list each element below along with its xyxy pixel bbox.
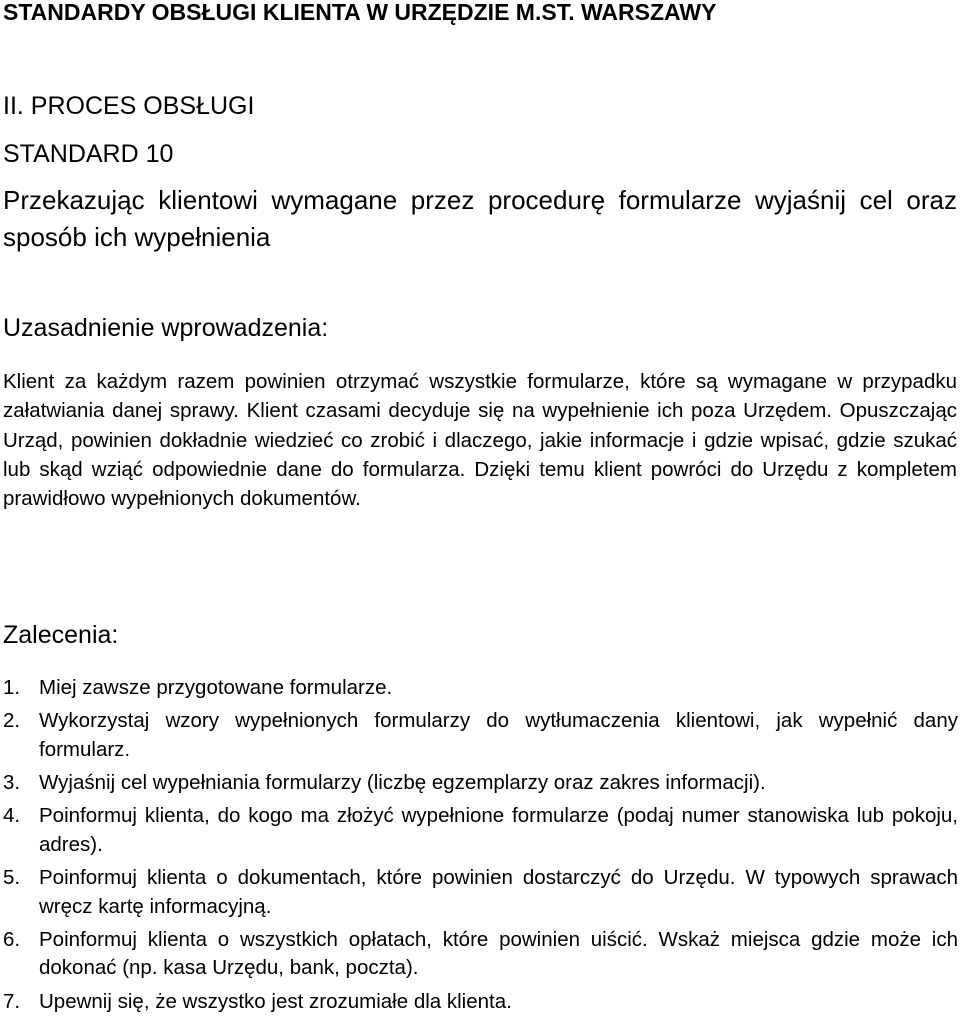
recommendation-number: 1. bbox=[3, 676, 21, 699]
justification-heading: Uzasadnienie wprowadzenia: bbox=[3, 314, 329, 342]
recommendation-number: 7. bbox=[3, 989, 21, 1013]
recommendation-text: Miej zawsze przygotowane formularze. bbox=[39, 676, 393, 699]
standard-description: Przekazując klientowi wymagane przez procedurę formularze wyjaśnij cel oraz sposób ich wypełnienia bbox=[3, 185, 957, 252]
recommendation-text: Poinformuj klienta o dokumentach, które powinien dostarczyć do Urzędu. W typowych sprawach wręcz kartę informacyjną. bbox=[39, 866, 958, 918]
standard-title: STANDARD 10 bbox=[3, 140, 174, 168]
document-header-title: STANDARDY OBSŁUGI KLIENTA W URZĘDZIE M.ST. WARSZAWY bbox=[3, 0, 717, 25]
recommendation-number: 4. bbox=[3, 804, 21, 828]
recommendation-item bbox=[3, 864, 958, 921]
recommendation-item bbox=[3, 802, 958, 859]
recommendation-number: 3. bbox=[3, 771, 21, 795]
recommendation-item bbox=[3, 988, 958, 1017]
justification-text: Klient za każdym razem powinien otrzymać wszystkie formularze, które są wymagane w przypadku załatwiania danej sprawy. Klient czasami decyduje się na wypełnienie ich poza Urzędem. Opuszczając Urząd, powinien dokładnie wiedzieć co zrobić i dlaczego, jakie informacje i gdzie wpisać, gdzie szukać lub skąd wziąć odpowiednie dane do formularza. Dzięki temu klient powróci do Urzędu z kompletem prawidłowo wypełnionych dokumentów. bbox=[3, 370, 957, 511]
recommendation-text: Poinformuj klienta, do kogo ma złożyć wypełnione formularze (podaj numer stanowiska lub pokoju, adres). bbox=[39, 804, 958, 856]
recommendation-text: Wyjaśnij cel wypełniania formularzy (liczbę egzemplarzy oraz zakres informacji). bbox=[39, 771, 766, 795]
recommendation-text: Upewnij się, że wszystko jest zrozumiałe dla klienta. bbox=[39, 989, 512, 1013]
recommendation-text: Poinformuj klienta o wszystkich opłatach, które powinien uiścić. Wskaż miejsca gdzie może ich dokonać (np. kasa Urzędu, bank, poczta). bbox=[39, 927, 958, 980]
recommendation-number: 6. bbox=[3, 927, 21, 951]
recommendation-item bbox=[3, 769, 958, 798]
recommendation-text: Wykorzystaj wzory wypełnionych formularzy do wytłumaczenia klientowi, jak wypełnić dany formularz. bbox=[39, 709, 958, 761]
recommendations-heading: Zalecenia: bbox=[3, 621, 119, 649]
recommendation-item bbox=[3, 926, 958, 983]
recommendations-list bbox=[3, 674, 958, 1016]
recommendation-item bbox=[3, 674, 958, 703]
recommendation-item bbox=[3, 707, 958, 764]
recommendation-number: 2. bbox=[3, 709, 21, 733]
section-title: II. PROCES OBSŁUGI bbox=[3, 92, 255, 120]
recommendation-number: 5. bbox=[3, 866, 21, 890]
